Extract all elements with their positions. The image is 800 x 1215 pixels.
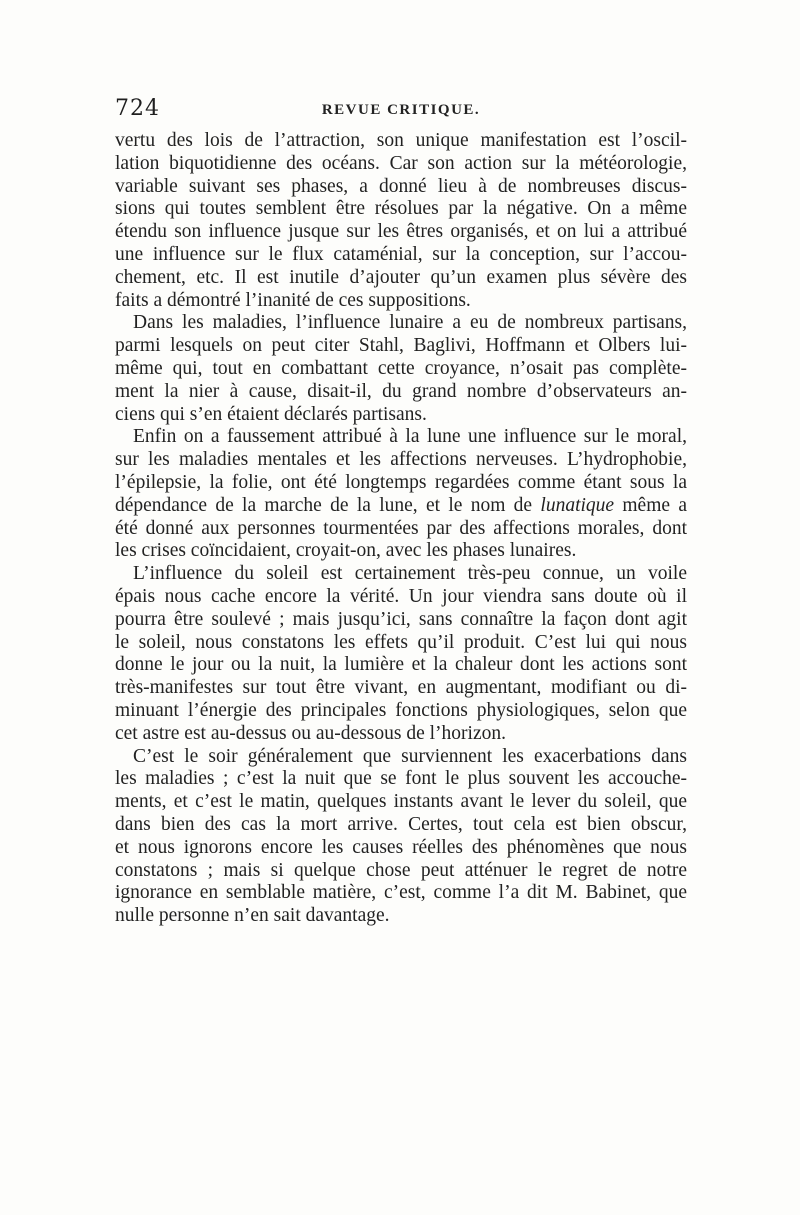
text-segment: dépendance de la marche de la lune, et le nom de	[115, 494, 541, 516]
text-line: donne le jour ou la nuit, la lumière et la chaleur dont les actions sont	[115, 654, 687, 676]
running-head	[115, 96, 687, 126]
journal-title: REVUE CRITIQUE.	[321, 102, 481, 118]
text-line: été donné aux personnes tourmentées par des affections morales, dont	[115, 517, 687, 539]
text-line: C’est le soir généralement que surviennent les exacerbations dans	[133, 745, 687, 767]
paragraph-1	[115, 130, 687, 312]
text-line: ments, et c’est le matin, quelques instants avant le lever du soleil, que	[115, 791, 687, 813]
text-line: étendu son influence jusque sur les êtres organisés, et on lui a attribué	[115, 221, 687, 243]
text-line: et nous ignorons encore les causes réelles des phénomènes que nous	[115, 836, 687, 858]
text-line: ciens qui s’en étaient déclarés partisans.	[115, 403, 427, 425]
text-line	[115, 495, 687, 518]
paragraph-4	[115, 563, 687, 745]
text-line: ignorance en semblable matière, c’est, comme l’a dit M. Babinet, que	[115, 882, 687, 904]
text-line: L’influence du soleil est certainement très-peu connue, un voile	[133, 563, 687, 585]
text-line: sur les maladies mentales et les affections nerveuses. L’hydrophobie,	[115, 449, 687, 471]
italic-term: lunatique	[540, 494, 615, 516]
text-line: faits a démontré l’inanité de ces suppositions.	[115, 289, 471, 311]
paragraph-5	[115, 746, 687, 928]
text-line: chement, etc. Il est inutile d’ajouter qu’un examen plus sévère des	[115, 266, 687, 288]
text-line: épais nous cache encore la vérité. Un jour viendra sans doute où il	[115, 585, 687, 607]
text-line: constatons ; mais si quelque chose peut atténuer le regret de notre	[115, 859, 687, 881]
text-line: vertu des lois de l’attraction, son unique manifestation est l’oscil-	[115, 130, 687, 151]
text-line: Dans les maladies, l’influence lunaire a eu de nombreux partisans,	[133, 312, 687, 334]
body-text	[115, 130, 687, 928]
text-line: les maladies ; c’est la nuit que se font le plus souvent les accouche-	[115, 768, 687, 790]
text-line: variable suivant ses phases, a donné lieu à de nombreuses discus-	[115, 175, 687, 197]
page-number: 724	[115, 96, 160, 121]
text-line: une influence sur le flux cataménial, sur la conception, sur l’accou-	[115, 243, 687, 265]
text-line: pourra être soulevé ; mais jusqu’ici, sans connaître la façon dont agit	[115, 608, 687, 630]
text-line: dans bien des cas la mort arrive. Certes, tout cela est bien obscur,	[115, 813, 687, 835]
text-line: sions qui toutes semblent être résolues par la négative. On a même	[115, 198, 687, 220]
text-line: cet astre est au-dessus ou au-dessous de l’horizon.	[115, 722, 506, 744]
text-line: ment la nier à cause, disait-il, du grand nombre d’observateurs an-	[115, 380, 687, 402]
text-line: très-manifestes sur tout être vivant, en augmentant, modifiant ou di-	[115, 677, 687, 699]
text-line: Enfin on a faussement attribué à la lune une influence sur le moral,	[133, 426, 687, 448]
text-line: parmi lesquels on peut citer Stahl, Baglivi, Hoffmann et Olbers lui-	[115, 335, 687, 357]
text-segment: même a	[614, 494, 687, 516]
paragraph-2	[115, 312, 687, 426]
text-line: l’épilepsie, la folie, ont été longtemps regardées comme étant sous la	[115, 471, 687, 493]
text-line: minuant l’énergie des principales fonctions physiologiques, selon que	[115, 699, 687, 721]
text-line: les crises coïncidaient, croyait-on, avec les phases lunaires.	[115, 540, 577, 562]
paragraph-3	[115, 426, 687, 563]
text-line: même qui, tout en combattant cette croyance, n’osait pas complète-	[115, 357, 687, 379]
text-line: lation biquotidienne des océans. Car son action sur la météorologie,	[115, 152, 687, 174]
text-line: le soleil, nous constatons les effets qu’il produit. C’est lui qui nous	[115, 631, 687, 653]
text-line: nulle personne n’en sait davantage.	[115, 905, 390, 927]
